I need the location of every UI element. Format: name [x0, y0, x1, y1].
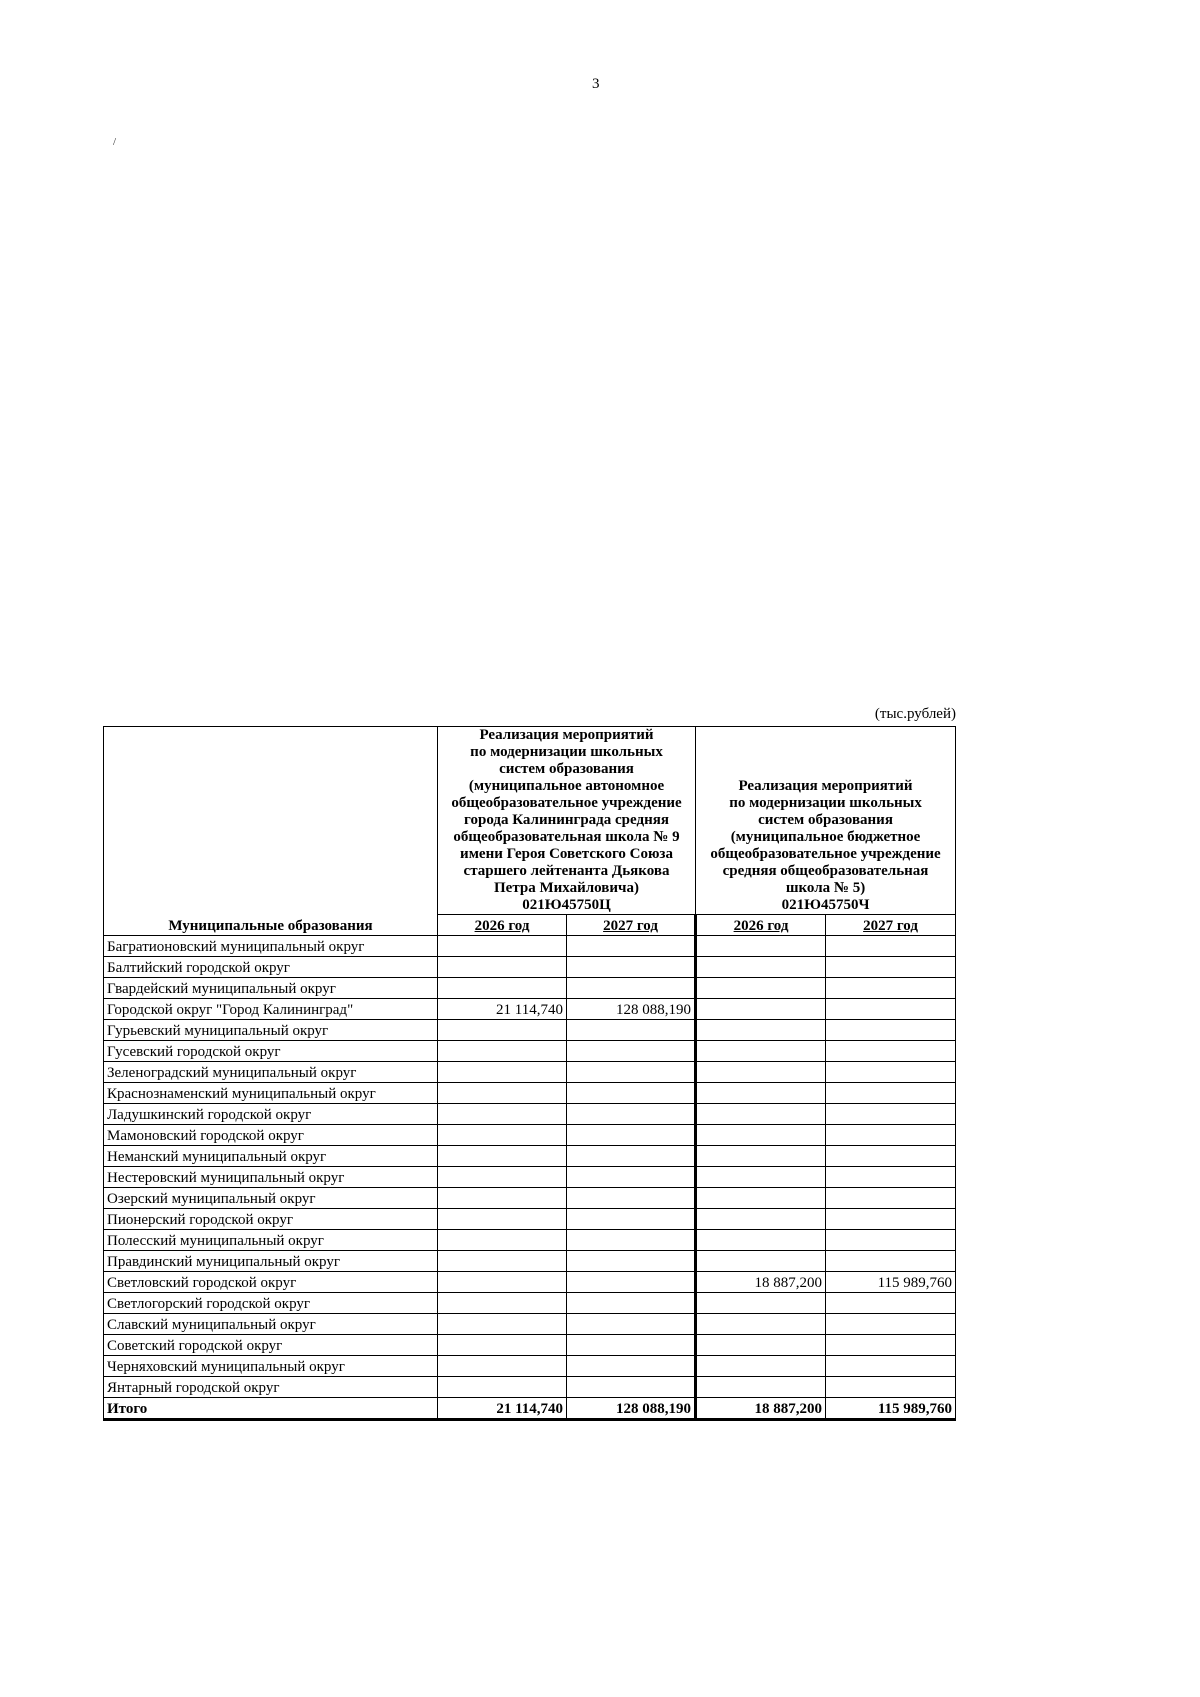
value-cell: [567, 978, 696, 999]
value-cell: [438, 1188, 567, 1209]
value-cell: [438, 1293, 567, 1314]
value-cell: [696, 978, 826, 999]
value-cell: [438, 1146, 567, 1167]
value-cell: [567, 1125, 696, 1146]
municipality-name: Советский городской округ: [104, 1335, 438, 1356]
value-cell: [826, 1062, 956, 1083]
municipality-name: Краснознаменский муниципальный округ: [104, 1083, 438, 1104]
value-cell: [438, 1125, 567, 1146]
value-cell: [696, 1209, 826, 1230]
municipality-name: Неманский муниципальный округ: [104, 1146, 438, 1167]
value-cell: [826, 957, 956, 978]
total-label: Итого: [104, 1398, 438, 1420]
table-row: [104, 1356, 956, 1377]
value-cell: [567, 936, 696, 957]
value-cell: [696, 1356, 826, 1377]
table-row: [104, 957, 956, 978]
value-cell: [696, 1293, 826, 1314]
value-cell: [826, 1377, 956, 1398]
municipality-name: Светлогорский городской округ: [104, 1293, 438, 1314]
value-cell: [567, 957, 696, 978]
value-cell: [826, 1020, 956, 1041]
municipality-name: Городской округ "Город Калининград": [104, 999, 438, 1020]
value-cell: [696, 1146, 826, 1167]
value-cell: [826, 1167, 956, 1188]
project-header-line: (муниципальное бюджетное: [730, 829, 921, 845]
year-header: 2027 год: [567, 915, 696, 936]
value-cell: 21 114,740: [438, 999, 567, 1020]
table-row: [104, 936, 956, 957]
project-header-line: (муниципальное автономное: [468, 778, 665, 794]
table-row: [104, 999, 956, 1020]
project-header-line: школа № 5): [785, 880, 866, 896]
value-cell: [567, 1356, 696, 1377]
municipality-name: Полесский муниципальный округ: [104, 1230, 438, 1251]
value-cell: [696, 1230, 826, 1251]
value-cell: [696, 957, 826, 978]
project-header-line: средняя общеобразовательная: [722, 863, 929, 879]
project-header-line: систем образования: [499, 761, 634, 777]
year-header: 2026 год: [438, 915, 567, 936]
project-header-line: Петра Михайловича): [494, 880, 639, 896]
municipality-name: Гвардейский муниципальный округ: [104, 978, 438, 999]
municipality-name: Мамоновский городской округ: [104, 1125, 438, 1146]
project-header-line: 021Ю45750Ц: [522, 897, 611, 913]
value-cell: [567, 1020, 696, 1041]
value-cell: [696, 1104, 826, 1125]
table-row: [104, 1167, 956, 1188]
year-header: 2026 год: [696, 915, 826, 936]
value-cell: [696, 1041, 826, 1062]
value-cell: 128 088,190: [567, 999, 696, 1020]
table-row: [104, 1188, 956, 1209]
municipality-name: Светловский городской округ: [104, 1272, 438, 1293]
value-cell: [567, 1167, 696, 1188]
value-cell: [826, 1251, 956, 1272]
project-header-line: по модернизации школьных: [470, 744, 663, 760]
scan-mark: /: [113, 136, 117, 148]
value-cell: [567, 1209, 696, 1230]
value-cell: [826, 1146, 956, 1167]
value-cell: [438, 1377, 567, 1398]
project-header-line: Реализация мероприятий: [738, 778, 913, 794]
value-cell: [826, 1104, 956, 1125]
value-cell: [826, 1314, 956, 1335]
value-cell: [438, 1062, 567, 1083]
value-cell: [438, 1020, 567, 1041]
value-cell: [696, 1125, 826, 1146]
table-row: [104, 1209, 956, 1230]
value-cell: [567, 1377, 696, 1398]
value-cell: [567, 1251, 696, 1272]
municipality-name: Багратионовский муниципальный округ: [104, 936, 438, 957]
value-cell: [438, 1314, 567, 1335]
page-number: 3: [592, 76, 600, 92]
units-label: (тыс.рублей): [874, 706, 956, 722]
municipality-name: Янтарный городской округ: [104, 1377, 438, 1398]
table-row: [104, 1314, 956, 1335]
project-header-line: города Калининграда средняя: [464, 812, 669, 828]
value-cell: 18 887,200: [696, 1398, 826, 1420]
value-cell: 18 887,200: [696, 1272, 826, 1293]
value-cell: [826, 1293, 956, 1314]
value-cell: [567, 1146, 696, 1167]
project-header-line: общеобразовательное учреждение: [710, 846, 941, 862]
municipality-name: Нестеровский муниципальный округ: [104, 1167, 438, 1188]
table-row: [104, 1062, 956, 1083]
value-cell: 21 114,740: [438, 1398, 567, 1420]
table-row: [104, 1251, 956, 1272]
municipality-name: Пионерский городской округ: [104, 1209, 438, 1230]
project-header-line: Реализация мероприятий: [479, 727, 654, 743]
value-cell: [696, 1167, 826, 1188]
value-cell: [696, 1083, 826, 1104]
table-row: [104, 1083, 956, 1104]
project-header-line: старшего лейтенанта Дьякова: [463, 863, 670, 879]
table-row: [104, 978, 956, 999]
municipality-name: Правдинский муниципальный округ: [104, 1251, 438, 1272]
municipality-name: Ладушкинский городской округ: [104, 1104, 438, 1125]
table-row: [104, 1146, 956, 1167]
project-header-line: по модернизации школьных: [729, 795, 922, 811]
header-row: [104, 727, 956, 915]
municipality-name: Балтийский городской округ: [104, 957, 438, 978]
table-row: [104, 1272, 956, 1293]
table-row: [104, 1020, 956, 1041]
value-cell: [567, 1293, 696, 1314]
municipality-name: Гурьевский муниципальный округ: [104, 1020, 438, 1041]
value-cell: [826, 1356, 956, 1377]
municipality-column-header: Муниципальные образования: [104, 727, 438, 936]
value-cell: [567, 1335, 696, 1356]
value-cell: [438, 957, 567, 978]
value-cell: 128 088,190: [567, 1398, 696, 1420]
budget-table: [103, 726, 956, 1421]
table-row: [104, 1041, 956, 1062]
municipality-name: Гусевский городской округ: [104, 1041, 438, 1062]
table-row: [104, 1335, 956, 1356]
value-cell: [438, 978, 567, 999]
value-cell: [438, 1272, 567, 1293]
value-cell: [696, 936, 826, 957]
municipality-name: Черняховский муниципальный округ: [104, 1356, 438, 1377]
value-cell: [567, 1272, 696, 1293]
project-header-school-9: [438, 727, 696, 915]
project-header-line: 021Ю45750Ч: [781, 897, 870, 913]
value-cell: [696, 1335, 826, 1356]
project-header-line: имени Героя Советского Союза: [460, 846, 673, 862]
value-cell: [696, 1377, 826, 1398]
value-cell: [567, 1314, 696, 1335]
value-cell: [696, 1062, 826, 1083]
value-cell: [826, 1083, 956, 1104]
table-row: [104, 1125, 956, 1146]
value-cell: [826, 978, 956, 999]
value-cell: [567, 1041, 696, 1062]
value-cell: [438, 1356, 567, 1377]
value-cell: [438, 1083, 567, 1104]
project-header-school-5: [696, 727, 956, 915]
project-header-line: общеобразовательное учреждение: [451, 795, 682, 811]
municipality-name: Славский муниципальный округ: [104, 1314, 438, 1335]
table-body: [104, 936, 956, 1420]
value-cell: [438, 1104, 567, 1125]
value-cell: [826, 1230, 956, 1251]
value-cell: 115 989,760: [826, 1398, 956, 1420]
total-row: [104, 1398, 956, 1420]
value-cell: [438, 936, 567, 957]
value-cell: [438, 1041, 567, 1062]
value-cell: [826, 1188, 956, 1209]
value-cell: [696, 1188, 826, 1209]
value-cell: [696, 1020, 826, 1041]
value-cell: [567, 1104, 696, 1125]
value-cell: [696, 1251, 826, 1272]
year-header: 2027 год: [826, 915, 956, 936]
value-cell: [826, 936, 956, 957]
value-cell: [567, 1230, 696, 1251]
value-cell: [438, 1230, 567, 1251]
project-header-line: систем образования: [758, 812, 893, 828]
value-cell: [696, 1314, 826, 1335]
value-cell: [438, 1209, 567, 1230]
value-cell: [567, 1188, 696, 1209]
value-cell: [438, 1167, 567, 1188]
municipality-name: Озерский муниципальный округ: [104, 1188, 438, 1209]
value-cell: [438, 1335, 567, 1356]
value-cell: [826, 1041, 956, 1062]
table-row: [104, 1293, 956, 1314]
value-cell: 115 989,760: [826, 1272, 956, 1293]
value-cell: [696, 999, 826, 1020]
value-cell: [826, 1125, 956, 1146]
value-cell: [826, 1209, 956, 1230]
table-row: [104, 1377, 956, 1398]
municipality-name: Зеленоградский муниципальный округ: [104, 1062, 438, 1083]
project-header-line: общеобразовательная школа № 9: [453, 829, 680, 845]
value-cell: [567, 1062, 696, 1083]
table-row: [104, 1230, 956, 1251]
value-cell: [567, 1083, 696, 1104]
value-cell: [826, 1335, 956, 1356]
table-row: [104, 1104, 956, 1125]
value-cell: [438, 1251, 567, 1272]
value-cell: [826, 999, 956, 1020]
